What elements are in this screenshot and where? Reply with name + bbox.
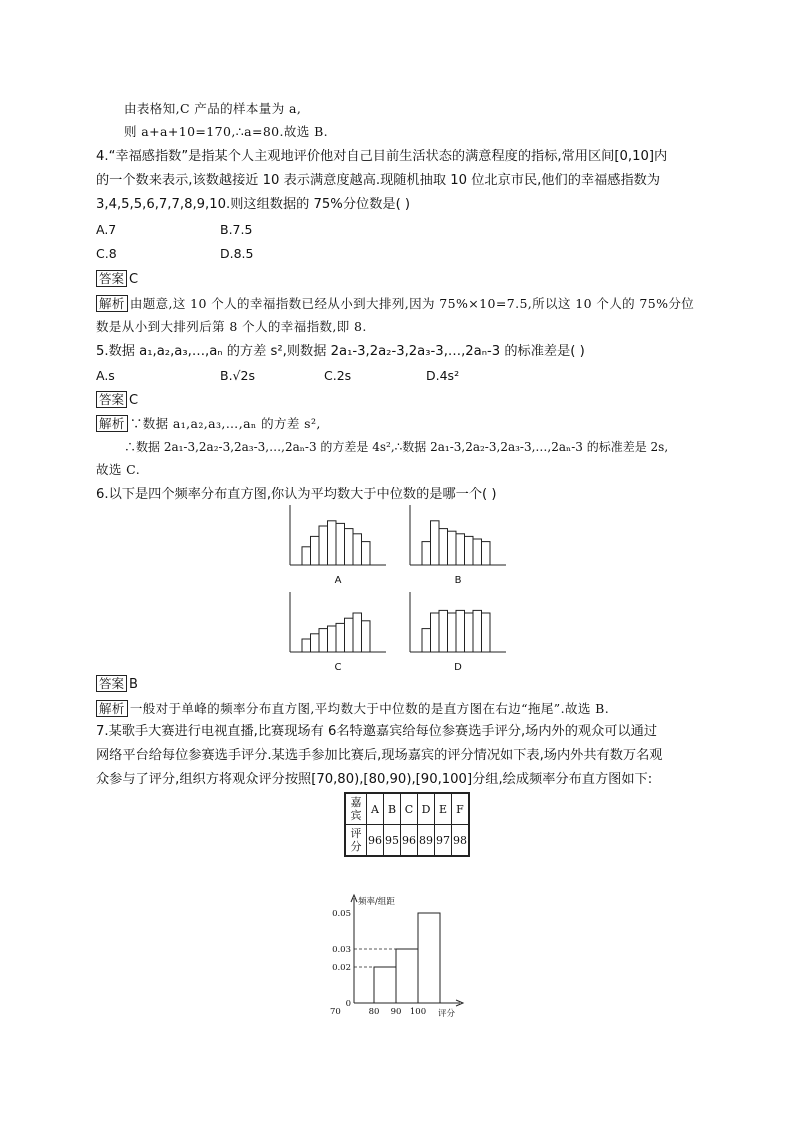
q6-answer — [96, 675, 138, 694]
guest-score-table — [344, 792, 470, 857]
histogram-bar — [418, 913, 440, 1003]
q5-analysis-line3: 故选 C. — [96, 462, 141, 477]
y-tick-label: 0.05 — [332, 909, 351, 919]
hist-B-bar — [482, 542, 491, 565]
q6-analysis-text: 一般对于单峰的频率分布直方图,平均数大于中位数的是直方图在右边“拖尾”.故选 B. — [129, 701, 610, 716]
q5-option-d: D.4s² — [426, 368, 460, 383]
q4-answer-value: C — [129, 272, 139, 287]
hist-A-label: A — [334, 575, 342, 586]
answer-tag: 答案 — [96, 391, 127, 408]
table-cell: 97 — [435, 825, 452, 857]
table-cell: E — [435, 793, 452, 825]
q5-answer-value: C — [129, 393, 139, 408]
hist-C-bar — [328, 626, 337, 652]
x-tick-label: 100 — [409, 1007, 427, 1017]
hist-D-bar — [439, 610, 448, 652]
hist-D-bar — [465, 613, 474, 652]
table-cell: A — [367, 793, 384, 825]
hist-A-bar — [302, 547, 311, 565]
q6-answer-value: B — [129, 677, 138, 692]
histogram-bar — [374, 967, 396, 1003]
hist-C-label: C — [334, 662, 342, 673]
table-cell: C — [401, 793, 418, 825]
table-cell: 98 — [452, 825, 470, 857]
y-tick-label: 0 — [345, 999, 351, 1009]
hist-D-bar — [482, 613, 491, 652]
q7-stem-line3: 众参与了评分,组织方将观众评分按照[70,80),[80,90),[90,100]分组,绘成频率分布直方图如下: — [96, 772, 653, 787]
q6-analysis-line1 — [96, 700, 609, 718]
y-axis-label: 频率/组距 — [358, 897, 395, 907]
q4-option-d: D.8.5 — [220, 246, 254, 261]
hist-D-label: D — [454, 662, 462, 673]
hist-A-bar — [362, 542, 371, 565]
table-row — [345, 793, 469, 825]
hist-D-bar — [456, 610, 465, 652]
hist-C-bar — [302, 639, 311, 652]
prev-analysis-line2: 则 a+a+10=170,∴a=80.故选 B. — [124, 124, 329, 139]
x-tick-label: 80 — [368, 1007, 380, 1017]
hist-A-bar — [328, 521, 337, 565]
table-header-score: 评分 — [345, 825, 367, 857]
q4-stem-line2: 的一个数来表示,该数越接近 10 表示满意度越高.现随机抽取 10 位北京市民,他们的幸福感指数为 — [96, 173, 661, 188]
q5-option-a: A.s — [96, 368, 115, 383]
hist-D-bar — [431, 613, 440, 652]
q5-analysis-line2: ∴数据 2a₁-3,2a₂-3,2a₃-3,…,2aₙ-3 的方差是 4s²,∴数据 2a₁-3,2a₂-3,2a₃-3,…,2aₙ-3 的标准差是 2s, — [124, 440, 669, 454]
table-cell: 89 — [418, 825, 435, 857]
y-tick-label: 0.02 — [332, 963, 351, 973]
table-cell: B — [384, 793, 401, 825]
hist-C-bar — [336, 623, 345, 652]
q6-stem-line1: 6.以下是四个频率分布直方图,你认为平均数大于中位数的是哪一个( ) — [96, 487, 497, 502]
hist-B-bar — [456, 534, 465, 565]
hist-C-bar — [345, 618, 354, 652]
q5-stem-line1: 5.数据 a₁,a₂,a₃,…,aₙ 的方差 s²,则数据 2a₁-3,2a₂-3,2a₃-3,…,2aₙ-3 的标准差是( ) — [96, 344, 585, 359]
hist-D-bar — [448, 613, 457, 652]
hist-D-bar — [473, 610, 482, 652]
q5-answer — [96, 391, 138, 410]
hist-B-label: B — [454, 575, 462, 586]
hist-D-bar — [422, 629, 431, 652]
answer-tag: 答案 — [96, 675, 127, 692]
hist-C-bar — [362, 621, 371, 652]
q5-option-c: C.2s — [324, 368, 352, 383]
y-tick-label: 0.03 — [332, 945, 351, 955]
hist-A-bar — [353, 534, 362, 565]
hist-A-bar — [336, 523, 345, 565]
table-header-guest: 嘉宾 — [345, 793, 367, 825]
hist-B-bar — [448, 531, 457, 565]
q4-analysis-line2: 数是从小到大排列后第 8 个人的幸福指数,即 8. — [96, 319, 367, 334]
frequency-histogram — [330, 890, 470, 1025]
hist-C-bar — [311, 634, 320, 652]
table-row — [345, 825, 469, 857]
answer-tag: 答案 — [96, 270, 127, 287]
q4-answer — [96, 270, 138, 289]
histogram-bar — [396, 949, 418, 1003]
q4-analysis-line1 — [96, 295, 694, 313]
q4-option-c: C.8 — [96, 246, 117, 261]
x-tick-label: 90 — [390, 1007, 402, 1017]
q4-analysis-text: 由题意,这 10 个人的幸福指数已经从小到大排列,因为 75%×10=7.5,所以这 10 个人的 75%分位 — [129, 296, 695, 311]
x-axis-label: 评分 — [438, 1009, 456, 1019]
hist-B-bar — [473, 539, 482, 565]
table-cell: 96 — [401, 825, 418, 857]
hist-A-bar — [345, 529, 354, 565]
q5-option-b: B.√2s — [220, 368, 255, 383]
analysis-tag: 解析 — [96, 295, 128, 312]
hist-B-bar — [422, 542, 431, 565]
analysis-tag: 解析 — [96, 700, 128, 717]
table-cell: 95 — [384, 825, 401, 857]
hist-B-bar — [439, 529, 448, 565]
x-tick-label: 70 — [330, 1007, 341, 1017]
table-cell: D — [418, 793, 435, 825]
q7-stem-line2: 网络平台给每位参赛选手评分.某选手参加比赛后,现场嘉宾的评分情况如下表,场内外共有数万名观 — [96, 748, 663, 763]
hist-A-bar — [311, 536, 320, 565]
hist-C-bar — [353, 613, 362, 652]
prev-analysis-line1: 由表格知,C 产品的样本量为 a, — [124, 101, 302, 116]
q4-option-b: B.7.5 — [220, 222, 253, 237]
table-cell: F — [452, 793, 470, 825]
q4-stem-line1: 4.“幸福感指数”是指某个人主观地评价他对自己目前生活状态的满意程度的指标,常用区间[0,10]内 — [96, 149, 668, 164]
table-cell: 96 — [367, 825, 384, 857]
q6-histograms — [280, 500, 520, 675]
q5-analysis-line1 — [96, 415, 321, 433]
q4-stem-line3: 3,4,5,5,6,7,7,8,9,10.则这组数据的 75%分位数是( ) — [96, 197, 411, 212]
q5-analysis-text: ∵数据 a₁,a₂,a₃,…,aₙ 的方差 s², — [129, 416, 321, 431]
q4-option-a: A.7 — [96, 222, 117, 237]
hist-A-bar — [319, 526, 328, 565]
analysis-tag: 解析 — [96, 415, 128, 432]
hist-B-bar — [465, 536, 474, 565]
hist-B-bar — [431, 521, 440, 565]
hist-C-bar — [319, 629, 328, 652]
q7-stem-line1: 7.某歌手大赛进行电视直播,比赛现场有 6名特邀嘉宾给每位参赛选手评分,场内外的观众可以通过 — [96, 724, 658, 739]
